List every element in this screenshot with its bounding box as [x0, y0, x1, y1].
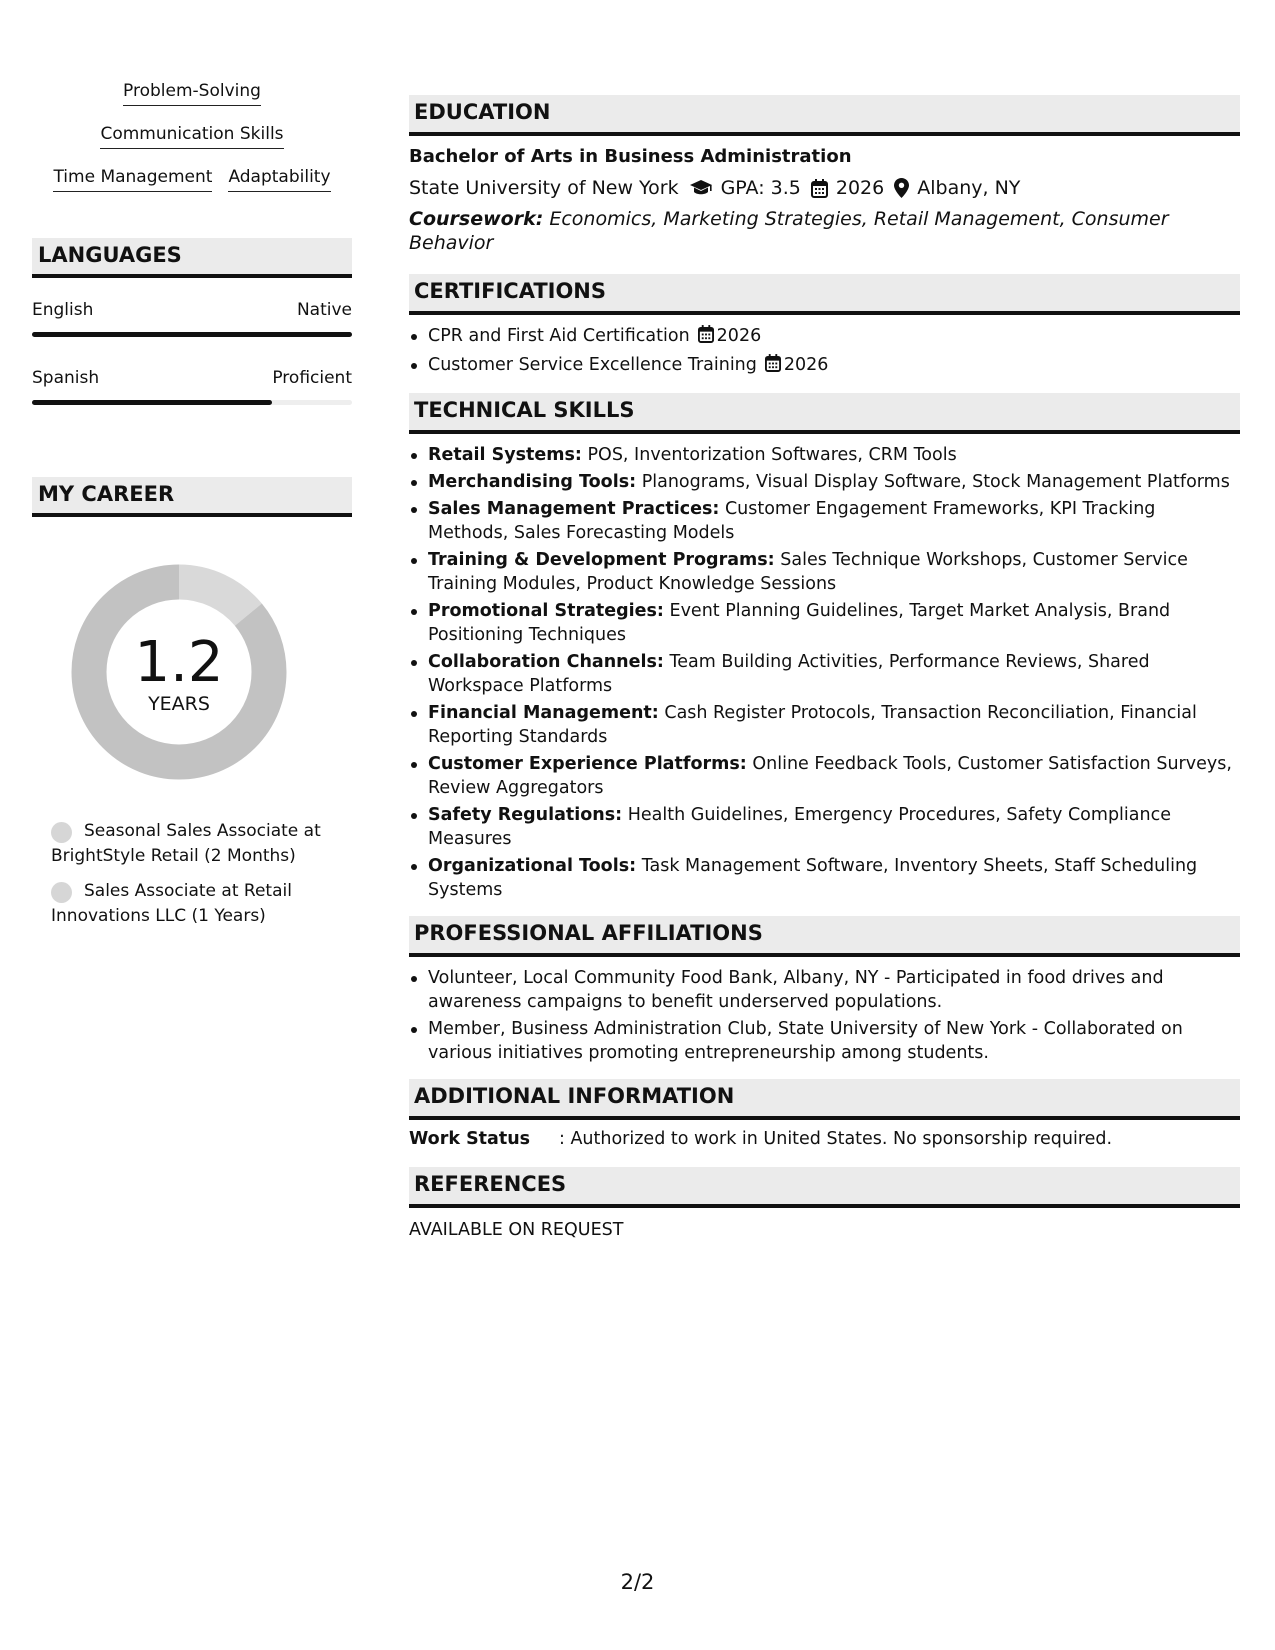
gpa: GPA: 3.5	[720, 177, 801, 199]
skill-category: Collaboration Channels:	[428, 652, 664, 672]
language-name: English	[32, 300, 94, 320]
technical-skills-list	[409, 443, 1240, 902]
skill-item	[409, 443, 1240, 467]
skill-item	[409, 548, 1240, 596]
language-item	[32, 299, 352, 337]
language-name: Spanish	[32, 368, 100, 388]
skill-text: Customer Engagement Frameworks, KPI Tracking Methods, Sales Forecasting Models	[428, 499, 1156, 543]
skill-text: Online Feedback Tools, Customer Satisfaction Surveys, Review Aggregators	[428, 754, 1232, 798]
career-donut	[64, 557, 294, 787]
certification-item	[409, 324, 1240, 350]
language-bar-fill	[32, 400, 272, 405]
graduation-year: 2026	[835, 177, 885, 199]
career-list	[32, 819, 352, 929]
certification-year: 2026	[783, 355, 829, 375]
certification-name: Customer Service Excellence Training	[428, 355, 757, 375]
skill-text: Team Building Activities, Performance Reviews, Shared Workspace Platforms	[428, 652, 1150, 696]
certifications-list	[409, 324, 1240, 379]
school-name: State University of New York	[409, 177, 679, 199]
certification-year: 2026	[716, 326, 762, 346]
skill-item	[409, 650, 1240, 698]
additional-info-heading: ADDITIONAL INFORMATION	[409, 1079, 1240, 1120]
language-level: Native	[296, 300, 352, 320]
skill-item	[409, 599, 1240, 647]
skills-row	[32, 80, 352, 106]
affiliation-item: Member, Business Administration Club, State University of New York - Collaborated on various initiatives promoting entrepreneurship among students.	[409, 1017, 1240, 1065]
skill-text: Sales Technique Workshops, Customer Service Training Modules, Product Knowledge Sessions	[428, 550, 1188, 594]
skill-category: Retail Systems:	[428, 445, 582, 465]
page-number: 2/2	[620, 1570, 655, 1594]
skill-text: Cash Register Protocols, Transaction Reconciliation, Financial Reporting Standards	[428, 703, 1197, 747]
skill-chip: Time Management	[53, 166, 212, 192]
career-dot	[51, 882, 72, 903]
certifications-heading: CERTIFICATIONS	[409, 274, 1240, 315]
education-heading: EDUCATION	[409, 95, 1240, 136]
career-item-label: Sales Associate at Retail Innovations LLC (1 Years)	[51, 881, 292, 926]
skill-category: Customer Experience Platforms:	[428, 754, 747, 774]
skill-text: POS, Inventorization Softwares, CRM Tools	[587, 445, 957, 465]
work-status-row	[409, 1127, 1240, 1151]
skill-chip: Adaptability	[228, 166, 330, 192]
skill-item	[409, 470, 1240, 494]
coursework-label: Coursework:	[409, 208, 544, 230]
affiliations-heading: PROFESSIONAL AFFILIATIONS	[409, 916, 1240, 957]
references-heading: REFERENCES	[409, 1167, 1240, 1208]
skill-category: Financial Management:	[428, 703, 659, 723]
calendar-icon	[698, 325, 714, 350]
skill-chip: Problem-Solving	[123, 80, 261, 106]
skill-category: Training & Development Programs:	[428, 550, 775, 570]
calendar-icon	[811, 179, 828, 198]
career-dot	[51, 822, 72, 843]
skill-category: Promotional Strategies:	[428, 601, 664, 621]
skill-category: Safety Regulations:	[428, 805, 623, 825]
language-level: Proficient	[272, 368, 352, 388]
career-item	[32, 879, 352, 929]
career-years-value: 1.2	[134, 630, 224, 695]
skill-category: Merchandising Tools:	[428, 472, 637, 492]
skill-item	[409, 701, 1240, 749]
languages-heading: LANGUAGES	[32, 238, 352, 278]
affiliation-item: Volunteer, Local Community Food Bank, Albany, NY - Participated in food drives and awareness campaigns to benefit underserved populations.	[409, 966, 1240, 1014]
skill-text: Health Guidelines, Emergency Procedures, Safety Compliance Measures	[428, 805, 1171, 849]
skills-row	[32, 166, 352, 192]
right-column	[409, 95, 1240, 1242]
skill-chip: Communication Skills	[100, 123, 283, 149]
skill-item	[409, 854, 1240, 902]
language-bar	[32, 400, 352, 405]
technical-skills-heading: TECHNICAL SKILLS	[409, 393, 1240, 434]
work-status-value: : Authorized to work in United States. No sponsorship required.	[559, 1129, 1113, 1149]
language-bar	[32, 332, 352, 337]
affiliations-list	[409, 966, 1240, 1065]
career-item-label: Seasonal Sales Associate at BrightStyle Retail (2 Months)	[51, 821, 321, 866]
skill-text: Task Management Software, Inventory Sheets, Staff Scheduling Systems	[428, 856, 1198, 900]
location-pin-icon	[894, 178, 909, 198]
graduation-cap-icon	[689, 179, 713, 197]
career-years-unit: YEARS	[148, 693, 210, 715]
language-item	[32, 367, 352, 405]
language-bar-fill	[32, 332, 352, 337]
coursework	[409, 207, 1240, 255]
skill-item	[409, 752, 1240, 800]
skill-item	[409, 497, 1240, 545]
certification-item	[409, 353, 1240, 379]
certification-name: CPR and First Aid Certification	[428, 326, 690, 346]
education-meta	[409, 176, 1240, 200]
career-heading: MY CAREER	[32, 477, 352, 517]
coursework-text: Economics, Marketing Strategies, Retail Management, Consumer Behavior	[409, 208, 1169, 254]
school-location: Albany, NY	[917, 177, 1021, 199]
skill-text: Event Planning Guidelines, Target Market Analysis, Brand Positioning Techniques	[428, 601, 1171, 645]
skill-text: Planograms, Visual Display Software, Stock Management Platforms	[641, 472, 1230, 492]
skill-category: Organizational Tools:	[428, 856, 637, 876]
skills-row	[32, 123, 352, 149]
degree-title: Bachelor of Arts in Business Administration	[409, 146, 852, 167]
career-item	[32, 819, 352, 869]
skill-category: Sales Management Practices:	[428, 499, 720, 519]
calendar-icon	[765, 354, 781, 379]
skill-item	[409, 803, 1240, 851]
work-status-label: Work Status	[409, 1129, 531, 1149]
references-text: AVAILABLE ON REQUEST	[409, 1220, 624, 1240]
left-column	[32, 80, 352, 939]
